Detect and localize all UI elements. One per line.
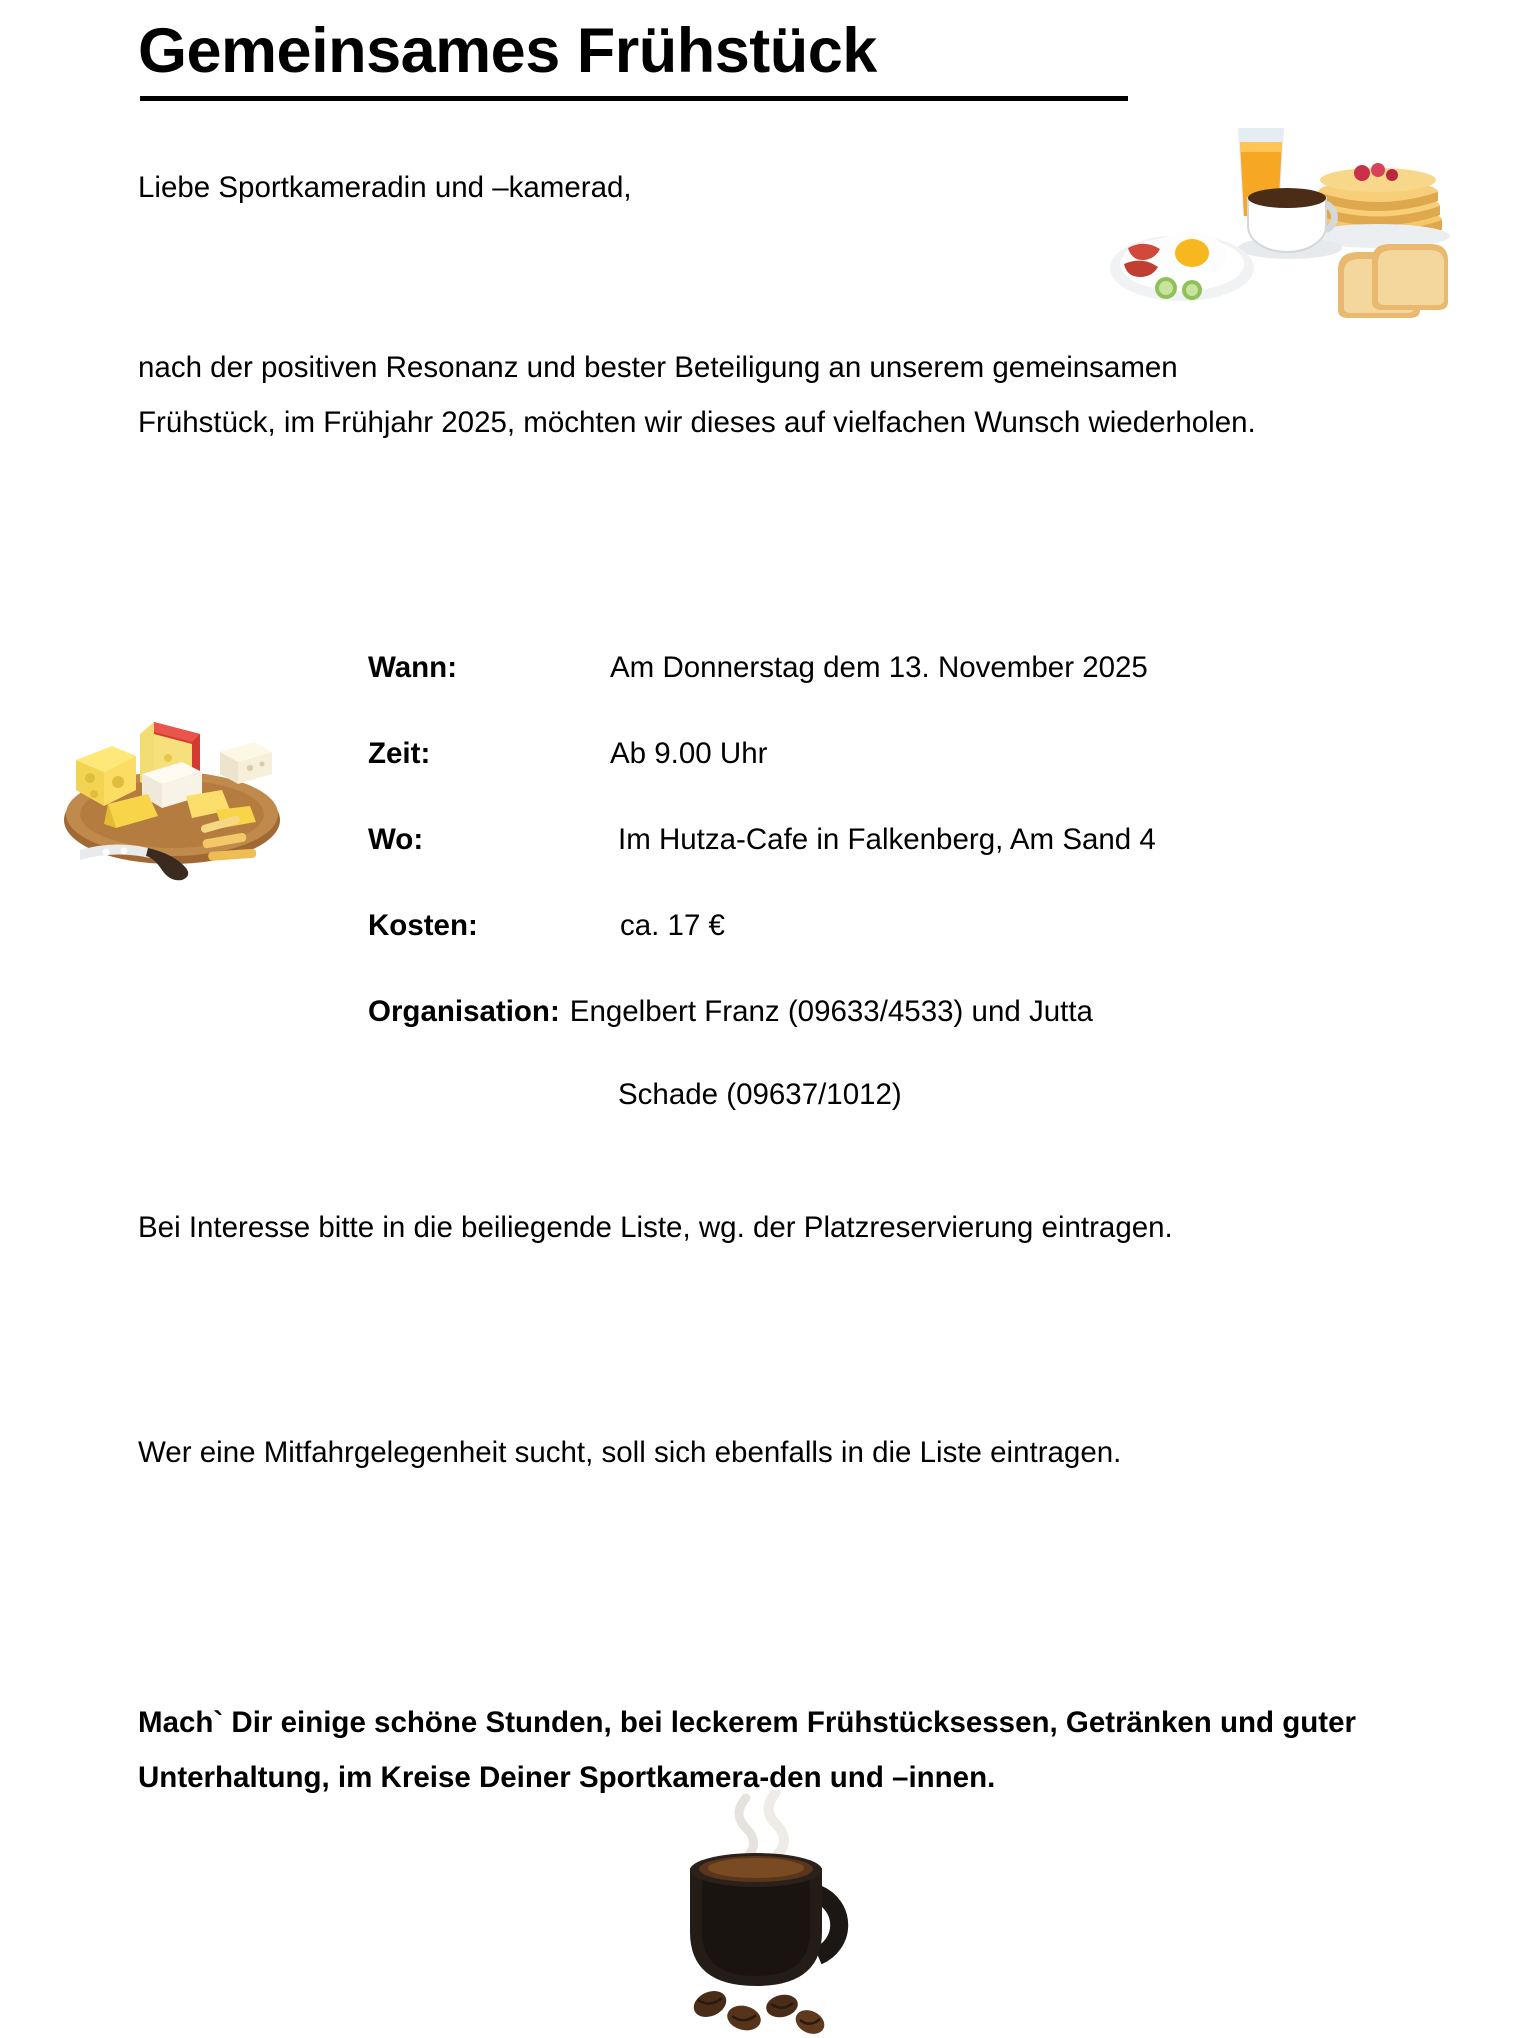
cheese-board-icon — [50, 700, 300, 900]
detail-label-organisation: Organisation: — [368, 995, 560, 1028]
note-rideshare: Wer eine Mitfahrgelegenheit sucht, soll sich ebenfalls in die Liste eintragen. — [138, 1436, 1122, 1469]
event-details-block — [368, 625, 1348, 1135]
detail-value-zeit: Ab 9.00 Uhr — [610, 737, 768, 770]
detail-row-kosten — [368, 883, 1348, 969]
detail-value-kosten: ca. 17 € — [620, 909, 725, 942]
greeting-text: Liebe Sportkameradin und –kamerad, — [138, 171, 632, 204]
detail-row-zeit — [368, 711, 1348, 797]
detail-value-wann: Am Donnerstag dem 13. November 2025 — [610, 651, 1148, 684]
detail-label-kosten: Kosten: — [368, 909, 478, 942]
breakfast-spread-icon — [1110, 120, 1450, 335]
closing-paragraph: Mach` Dir einige schöne Stunden, bei leckerem Frühstücksessen, Getränken und guter Unterhaltung, im Kreise Deiner Sportkamera-den und –innen. — [138, 1706, 1357, 1794]
detail-row-wann — [368, 625, 1348, 711]
detail-row-wo — [368, 797, 1348, 883]
detail-label-wo: Wo: — [368, 823, 424, 856]
detail-value-wo: Im Hutza-Cafe in Falkenberg, Am Sand 4 — [618, 823, 1156, 856]
detail-label-wann: Wann: — [368, 651, 458, 684]
title-underline — [140, 96, 1128, 101]
coffee-cup-icon — [650, 1790, 880, 2035]
note-registration-list: Bei Interesse bitte in die beiliegende Liste, wg. der Platzreservierung eintragen. — [138, 1211, 1173, 1244]
page-title: Gemeinsames Frühstück — [138, 16, 877, 86]
detail-label-zeit: Zeit: — [368, 737, 431, 770]
detail-row-organisation — [368, 969, 1348, 1055]
detail-value-organisation-continued: Schade (09637/1012) — [618, 1078, 902, 1111]
intro-paragraph: nach der positiven Resonanz und bester Beteiligung an unserem gemeinsamen Frühstück, im Frühjahr 2025, möchten wir dieses auf vielfachen Wunsch wiederholen. — [138, 351, 1256, 439]
detail-value-organisation: Engelbert Franz (09633/4533) und Jutta — [569, 995, 1093, 1028]
